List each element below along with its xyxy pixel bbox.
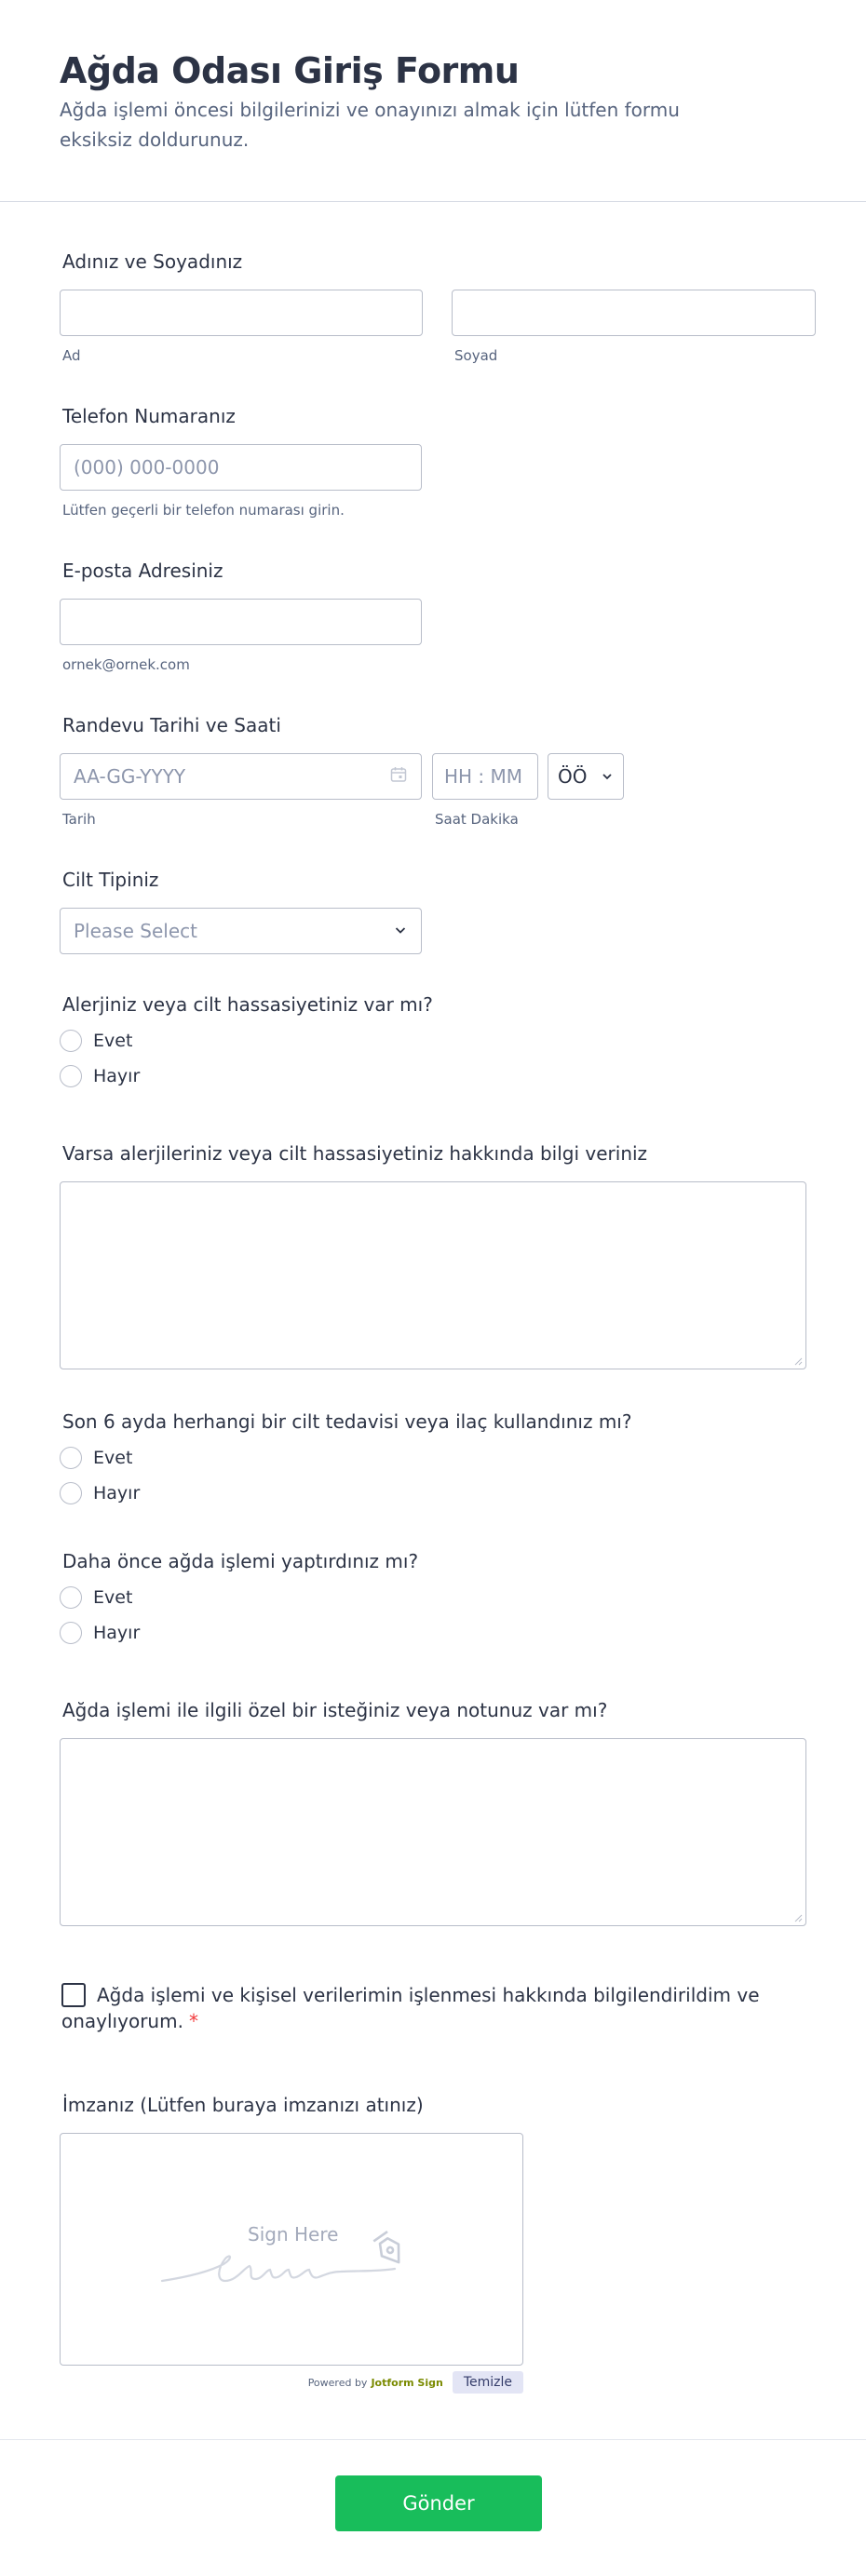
phone-input[interactable] xyxy=(60,444,422,491)
radio-option-hayir[interactable] xyxy=(60,1615,806,1651)
skin-type-field xyxy=(60,867,806,954)
signature-label: İmzanız (Lütfen buraya imzanızı atınız) xyxy=(62,2094,424,2116)
time-group xyxy=(432,753,538,828)
required-mark: * xyxy=(188,2010,198,2032)
form-footer xyxy=(0,2439,866,2576)
signature-scribble-icon xyxy=(158,2223,438,2298)
powered-by-text: Powered by xyxy=(307,2376,368,2389)
phone-placeholder: (000) 000-0000 xyxy=(74,456,220,479)
form-header xyxy=(0,0,866,202)
resize-grip-icon[interactable] xyxy=(793,1913,803,1922)
first-name-input[interactable] xyxy=(60,290,423,336)
radio-label: Hayır xyxy=(93,1483,141,1504)
resize-grip-icon[interactable] xyxy=(793,1356,803,1366)
date-input[interactable] xyxy=(60,753,422,800)
date-sublabel: Tarih xyxy=(62,811,96,828)
calendar-icon[interactable] xyxy=(389,765,408,789)
consent-field xyxy=(60,1982,806,2034)
radio-label: Evet xyxy=(93,1031,133,1051)
ampm-group xyxy=(548,753,624,828)
last-name-group xyxy=(452,290,816,364)
notes-textarea[interactable] xyxy=(60,1738,806,1926)
skin-type-label: Cilt Tipiniz xyxy=(62,869,159,891)
notes-field xyxy=(60,1697,806,1926)
chevron-down-icon xyxy=(393,920,408,942)
radio-option-hayir[interactable] xyxy=(60,1059,806,1094)
form-body xyxy=(0,249,866,2394)
signature-footer xyxy=(60,2371,523,2394)
consent-label: Ağda işlemi ve kişisel verilerimin işlenmesi hakkında bilgilendirildim ve onaylıyorum. xyxy=(61,1984,760,2032)
name-label: Adınız ve Soyadınız xyxy=(62,250,243,273)
allergy-details-textarea[interactable] xyxy=(60,1181,806,1369)
first-name-group xyxy=(60,290,423,364)
allergy-details-label: Varsa alerjileriniz veya cilt hassasiyetiniz hakkında bilgi veriniz xyxy=(62,1142,648,1165)
radio-option-hayir[interactable] xyxy=(60,1476,806,1511)
date-placeholder: AA-GG-YYYY xyxy=(74,765,186,788)
date-group xyxy=(60,753,422,828)
allergy-details-field xyxy=(60,1140,806,1369)
time-sublabel: Saat Dakika xyxy=(435,811,519,828)
signature-pad[interactable] xyxy=(60,2133,523,2366)
skin-type-select[interactable] xyxy=(60,908,422,954)
radio-label: Hayır xyxy=(93,1623,141,1643)
radio-button[interactable] xyxy=(60,1586,82,1609)
allergy-question-label: Alerjiniz veya cilt hassasiyetiniz var mı? xyxy=(62,993,433,1016)
submit-button[interactable]: Gönder xyxy=(335,2475,542,2531)
phone-field xyxy=(60,403,806,519)
ampm-value: ÖÖ xyxy=(558,765,588,788)
notes-label: Ağda işlemi ile ilgili özel bir isteğiniz veya notunuz var mı? xyxy=(62,1699,608,1721)
clear-signature-button[interactable]: Temizle xyxy=(453,2371,523,2394)
page-title: Ağda Odası Giriş Formu xyxy=(60,50,520,91)
radio-option-evet[interactable] xyxy=(60,1023,806,1059)
radio-label: Evet xyxy=(93,1448,133,1468)
email-label: E-posta Adresiniz xyxy=(62,560,223,582)
signature-field xyxy=(60,2092,806,2394)
consent-text xyxy=(61,1982,769,2034)
phone-label: Telefon Numaranız xyxy=(62,405,236,427)
form-description: Ağda işlemi öncesi bilgilerinizi ve onayınızı almak için lütfen formu eksiksiz doldurunuz. xyxy=(60,99,680,151)
chevron-down-icon xyxy=(601,765,614,788)
jotform-sign-link[interactable]: Jotform Sign xyxy=(371,2376,443,2389)
appointment-field xyxy=(60,712,806,828)
radio-button[interactable] xyxy=(60,1482,82,1504)
last-name-sublabel: Soyad xyxy=(454,347,498,364)
time-placeholder: HH : MM xyxy=(444,765,523,788)
phone-sublabel: Lütfen geçerli bir telefon numarası girin. xyxy=(62,502,345,519)
email-sublabel: ornek@ornek.com xyxy=(62,656,190,673)
treatment-question-label: Son 6 ayda herhangi bir cilt tedavisi veya ilaç kullandınız mı? xyxy=(62,1410,632,1433)
radio-label: Hayır xyxy=(93,1066,141,1086)
email-field xyxy=(60,558,806,673)
radio-button[interactable] xyxy=(60,1065,82,1087)
prior-waxing-label: Daha önce ağda işlemi yaptırdınız mı? xyxy=(62,1550,419,1572)
sign-here-hint: Sign Here xyxy=(248,2223,339,2246)
allergy-question xyxy=(60,991,806,1094)
radio-button[interactable] xyxy=(60,1622,82,1644)
radio-button[interactable] xyxy=(60,1447,82,1469)
first-name-sublabel: Ad xyxy=(62,347,81,364)
radio-option-evet[interactable] xyxy=(60,1580,806,1615)
time-input[interactable] xyxy=(432,753,538,800)
name-field xyxy=(60,249,806,364)
appointment-label: Randevu Tarihi ve Saati xyxy=(62,714,281,736)
prior-waxing-question xyxy=(60,1548,806,1651)
radio-label: Evet xyxy=(93,1587,133,1608)
ampm-select[interactable] xyxy=(548,753,624,800)
radio-button[interactable] xyxy=(60,1030,82,1052)
last-name-input[interactable] xyxy=(452,290,816,336)
email-input[interactable] xyxy=(60,599,422,645)
skin-type-placeholder: Please Select xyxy=(74,920,197,942)
radio-option-evet[interactable] xyxy=(60,1440,806,1476)
treatment-question xyxy=(60,1409,806,1511)
